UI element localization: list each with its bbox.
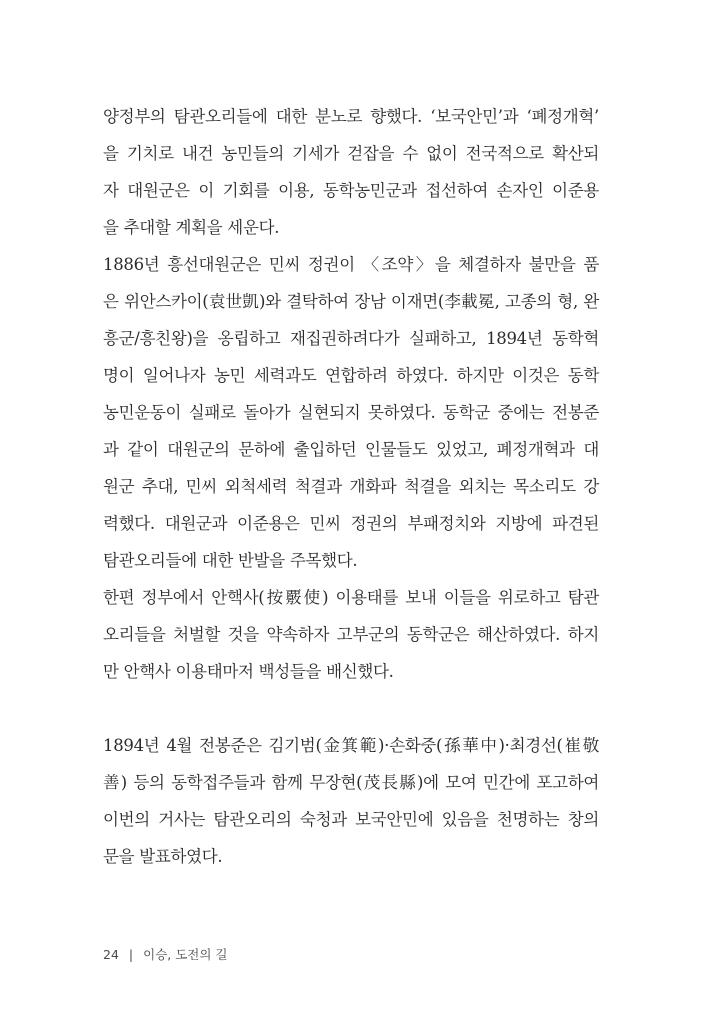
text-line: 문을 발표하였다.: [103, 847, 223, 866]
page-footer: [103, 945, 228, 963]
text-line: 원군 추대, 민씨 외척세력 척결과 개화파 척결을 외치는 목소리도 강: [103, 477, 599, 496]
paragraph: [103, 246, 599, 579]
footer-separator: |: [128, 947, 134, 962]
paragraph-spacer: [103, 690, 599, 727]
text-line: 양정부의 탐관오리들에 대한 분노로 향했다. ‘보국안민’과 ‘폐정개혁’: [103, 107, 599, 126]
paragraph: [103, 727, 599, 875]
text-line: 을 기치로 내건 농민들의 기세가 걷잡을 수 없이 전국적으로 확산되: [103, 144, 599, 163]
text-line: 흥군/흥친왕)을 옹립하고 재집권하려다가 실패하고, 1894년 동학혁: [103, 329, 599, 348]
text-line: 이번의 거사는 탐관오리의 숙청과 보국안민에 있음을 천명하는 창의: [103, 810, 599, 829]
text-line: 명이 일어나자 농민 세력과도 연합하려 하였다. 하지만 이것은 동학: [103, 366, 599, 385]
paragraph: [103, 98, 599, 246]
text-line: 을 추대할 계획을 세운다.: [103, 218, 280, 237]
text-line: 력했다. 대원군과 이준용은 민씨 정권의 부패정치와 지방에 파견된: [103, 514, 599, 533]
paragraph: [103, 579, 599, 690]
text-line: 오리들을 처벌할 것을 약속하자 고부군의 동학군은 해산하였다. 하지: [103, 625, 599, 644]
page-number: 24: [103, 947, 119, 962]
text-line: 善) 등의 동학접주들과 함께 무장현(茂長縣)에 모여 민간에 포고하여: [103, 773, 599, 792]
text-line: 1894년 4월 전봉준은 김기범(金箕範)·손화중(孫華中)·최경선(崔敬: [103, 736, 599, 755]
book-title: 이승, 도전의 길: [143, 947, 228, 962]
text-line: 자 대원군은 이 기회를 이용, 동학농민군과 접선하여 손자인 이준용: [103, 181, 599, 200]
text-line: 과 같이 대원군의 문하에 출입하던 인물들도 있었고, 폐정개혁과 대: [103, 440, 599, 459]
text-line: 1886년 흥선대원군은 민씨 정권이 〈조약〉을 체결하자 불만을 품: [103, 255, 599, 274]
text-line: 은 위안스카이(袁世凱)와 결탁하여 장남 이재면(李載冕, 고종의 형, 완: [103, 292, 599, 311]
text-line: 한편 정부에서 안핵사(按覈使) 이용태를 보내 이들을 위로하고 탐관: [103, 588, 599, 607]
text-line: 만 안핵사 이용태마저 백성들을 배신했다.: [103, 662, 394, 681]
text-line: 농민운동이 실패로 돌아가 실현되지 못하였다. 동학군 중에는 전봉준: [103, 403, 599, 422]
text-line: 탐관오리들에 대한 반발을 주목했다.: [103, 551, 358, 570]
body-text: [103, 98, 599, 875]
